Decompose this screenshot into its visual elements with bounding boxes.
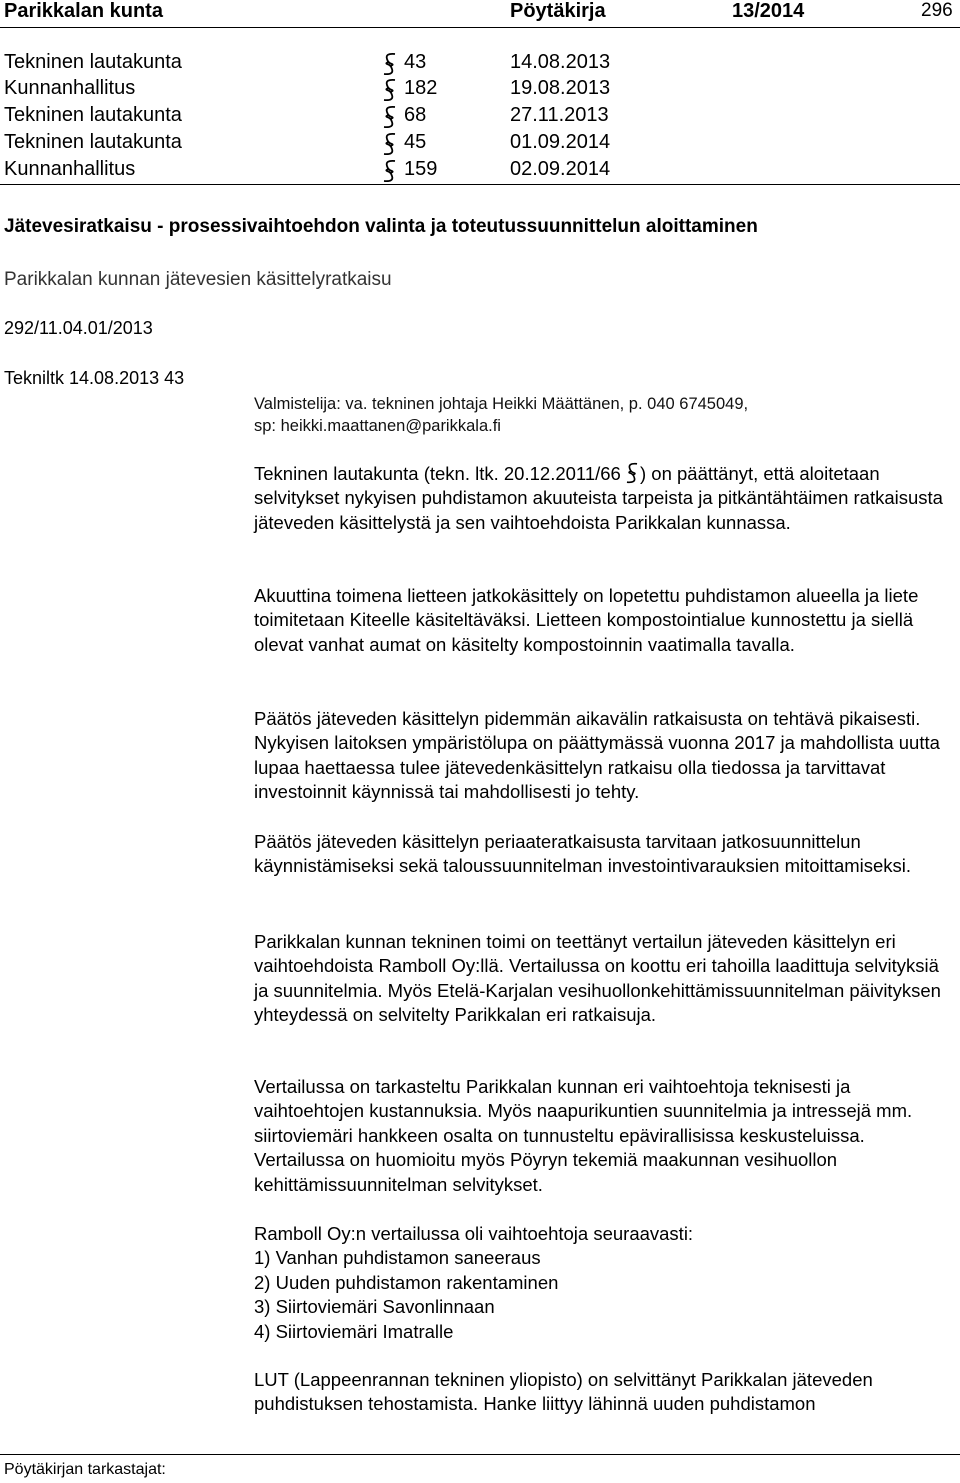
option-item: 1) Vanhan puhdistamon saneeraus [254, 1247, 541, 1269]
history-body: Kunnanhallitus [4, 158, 136, 180]
footer-divider [0, 1454, 960, 1455]
paragraph-principle-decision [254, 830, 954, 879]
history-section: 45 [404, 131, 427, 153]
paragraph-sludge [254, 584, 954, 657]
section-mark-icon [383, 78, 396, 107]
history-date: 14.08.2013 [510, 51, 611, 73]
paragraph-text: LUT (Lappeenrannan tekninen yliopisto) on selvittänyt Parikkalan jäteveden puhdistuksen tehostamista. Hanke liittyy lähinnä uuden puhdistamon [254, 1369, 873, 1415]
section-mark-icon [383, 105, 396, 134]
option-item: 2) Uuden puhdistamon rakentaminen [254, 1271, 559, 1293]
paragraph-permit [254, 707, 954, 805]
record-number: 292/11.04.01/2013 [4, 318, 153, 338]
history-divider [0, 184, 960, 185]
paragraph-text: Vertailussa on tarkasteltu Parikkalan kunnan eri vaihtoehtoja teknisesti ja vaihtoehtojen kustannuksia. Myös naapurikuntien suunnitelmia ja intressejä mm. siirtoviemäri hankkeen osalta on tunnusteltu epävirallisissa keskusteluissa. Vertailussa on huomioitu myös Pöyryn tekemiä maakunnan vesihuollon kehittämissuunnitelman selvitykset. [254, 1076, 913, 1195]
paragraph-text: Päätös jäteveden käsittelyn periaateratkaisusta tarvitaan jatkosuunnittelun käynnistämiseksi sekä taloussuunnitelman investointivarauksien mitoittamiseksi. [254, 831, 912, 877]
section-mark-icon [626, 462, 638, 484]
header-divider [0, 27, 960, 28]
history-body: Tekninen lautakunta [4, 51, 182, 73]
history-date: 19.08.2013 [510, 77, 611, 99]
history-date: 27.11.2013 [510, 104, 609, 126]
history-section: 68 [404, 104, 427, 126]
municipality-name: Parikkalan kunta [4, 0, 163, 22]
history-section: 182 [404, 77, 438, 99]
paragraph-comparison [254, 930, 954, 1028]
document-number: 13/2014 [732, 0, 805, 22]
page-number: 296 [921, 0, 953, 21]
history-body: Kunnanhallitus [4, 77, 136, 99]
section-mark-icon [383, 132, 396, 161]
section-subtitle: Parikkalan kunnan jätevesien käsittelyratkaisu [4, 269, 392, 290]
preparer-contact: sp: heikki.maattanen@parikkala.fi [254, 417, 501, 435]
history-body: Tekninen lautakunta [4, 131, 182, 153]
history-section: 159 [404, 158, 438, 180]
option-item: 4) Siirtoviemäri Imatralle [254, 1320, 454, 1342]
decision-reference: Tekninen lautakunta (tekn. ltk. 20.12.2011/66 [254, 463, 621, 484]
paragraph-text: Akuuttina toimena lietteen jatkokäsittely on lopetettu puhdistamon alueella ja liete toimitetaan Kiteelle käsiteltäväksi. Lietteen kompostointialue kunnostettu ja siellä olevat vanhat aumat on käsitelty kompostoinnin vaatimalla tavalla. [254, 585, 919, 655]
paragraph-lut [254, 1368, 954, 1417]
footer-label: Pöytäkirjan tarkastajat: [4, 1461, 166, 1478]
decision-text: ) on päättänyt, että aloitetaan selvitykset nykyisen puhdistamon akuuteista tarpeista ja pitkäntähtäimen ratkaisusta jäteveden käsittelystä ja sen vaihtoehdoista Parikkalan kunnassa. [254, 463, 943, 533]
paragraph-text: Parikkalan kunnan tekninen toimi on teettänyt vertailun jäteveden käsittelyn eri vaihtoehdoista Ramboll Oy:llä. Vertailussa on koottu eri tahoilla laadittuja selvityksiä ja suunnitelmia. Myös Etelä-Karjalan vesihuollonkehittämissuunnitelman päivityksen yhteydessä on selvitelty Parikkalan eri ratkaisuja. [254, 931, 941, 1026]
history-date: 01.09.2014 [510, 131, 611, 153]
section-title: Jätevesiratkaisu - prosessivaihtoehdon valinta ja toteutussuunnittelun aloittaminen [4, 216, 758, 237]
section-mark-icon [383, 52, 396, 81]
paragraph-options [254, 1222, 954, 1344]
paragraph-text: Päätös jäteveden käsittelyn pidemmän aikavälin ratkaisusta on tehtävä pikaisesti. Nykyisen laitoksen ympäristölupa on päättymässä vuonna 2017 ja mahdollista uutta lupaa haettaessa tulee jätevedenkäsittelyn ratkaisu olla tiedossa ja tarvittavat investoinnit käynnissä tai mahdollisesti jo tehty. [254, 708, 940, 803]
meeting-reference: Tekniltk 14.08.2013 43 [4, 368, 185, 388]
paragraph-decision-history [254, 462, 954, 535]
history-section: 43 [404, 51, 427, 73]
option-item: 3) Siirtoviemäri Savonlinnaan [254, 1296, 495, 1318]
options-intro: Ramboll Oy:n vertailussa oli vaihtoehtoja seuraavasti: [254, 1223, 694, 1244]
document-type: Pöytäkirja [510, 0, 606, 22]
history-body: Tekninen lautakunta [4, 104, 182, 126]
preparer-line: Valmistelija: va. tekninen johtaja Heikki Määttänen, p. 040 6745049, [254, 395, 749, 413]
paragraph-alternatives [254, 1075, 954, 1197]
history-date: 02.09.2014 [510, 158, 611, 180]
